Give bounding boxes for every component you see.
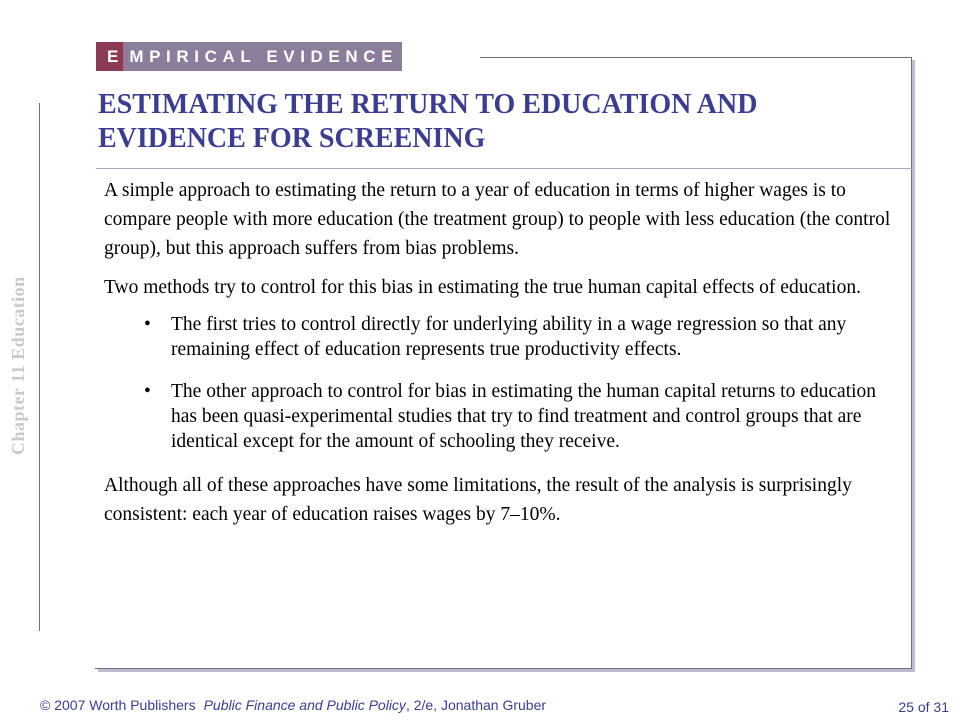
frame-right-border [911,57,912,669]
slide-body [104,176,894,529]
body-paragraph-1: A simple approach to estimating the return to a year of education in terms of higher wages is to compare people with more education (the treatment group) to people with less education (the control group), but this approach suffers from bias problems. [104,180,891,259]
footer-book-title: Public Finance and Public Policy [203,697,406,713]
bullet-list [104,312,894,454]
bullet-dot-icon: • [144,381,151,402]
frame-top-border [480,57,912,58]
chapter-side-label-text: Chapter 11 Education [8,276,28,455]
bullet-item [104,312,894,362]
banner-first-letter: E [96,42,123,71]
body-paragraph-3: Although all of these approaches have some limitations, the result of the analysis is surprisingly consistent: each year of education raises wages by 7–10%. [104,475,852,525]
frame-right-shadow [912,60,915,672]
section-banner [96,42,402,71]
footer-edition: , 2/e, Jonathan Gruber [405,697,547,713]
slide-title [98,88,898,156]
bullet-text: The other approach to control for bias in estimating the human capital returns to education has been quasi-experimental studies that try to find treatment and control groups that are identical except for the amount of schooling they receive. [171,381,877,452]
frame-bottom-shadow [98,669,915,672]
footer-credit [40,697,546,713]
bullet-dot-icon: • [144,314,151,335]
bullet-item [104,379,894,454]
page-number: 25 of 31 [898,699,949,715]
slide-title-line1: ESTIMATING THE RETURN TO EDUCATION AND [98,89,758,120]
frame-bottom-border [95,668,912,669]
slide-title-line2: EVIDENCE FOR SCREENING [98,123,486,154]
bullet-text: The first tries to control directly for underlying ability in a wage regression so that any remaining effect of education represents true productivity effects. [171,314,847,360]
title-divider [96,168,912,169]
body-paragraph-2: Two methods try to control for this bias in estimating the true human capital effects of education. [104,277,861,298]
left-vertical-rule [39,103,40,631]
footer-copyright: © 2007 Worth Publishers [40,697,196,713]
banner-text: MPIRICAL EVIDENCE [123,42,402,71]
